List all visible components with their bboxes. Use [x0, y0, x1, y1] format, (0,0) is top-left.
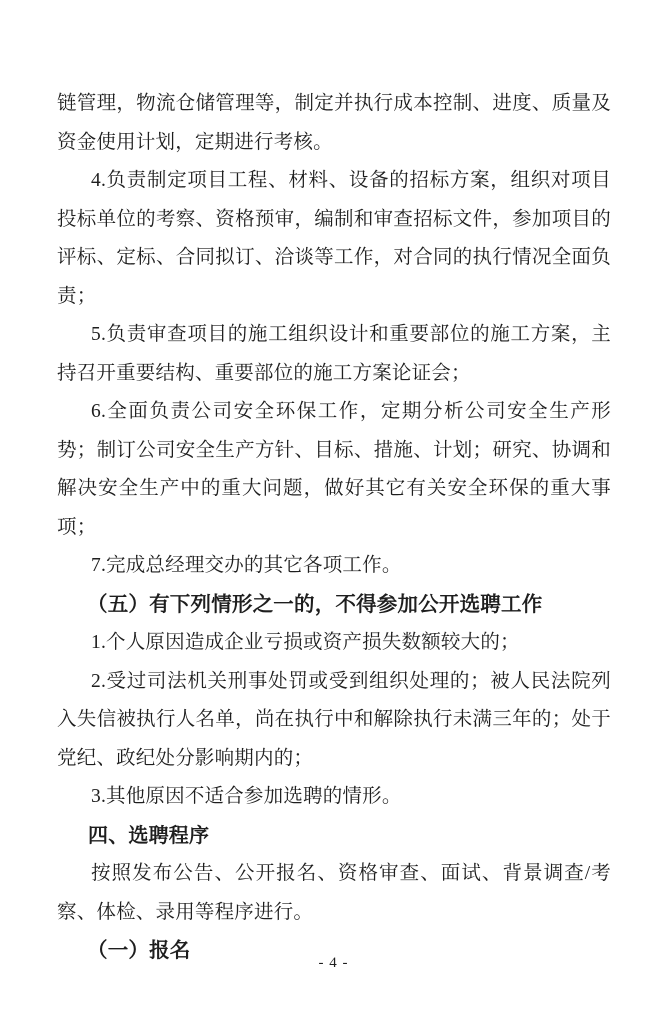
paragraph: 链管理，物流仓储管理等，制定并执行成本控制、进度、质量及资金使用计划，定期进行考核。: [57, 93, 611, 153]
paragraph: 4.负责制定项目工程、材料、设备的招标方案，组织对项目投标单位的考察、资格预审，编制和审查招标文件，参加项目的评标、定标、合同拟订、洽谈等工作，对合同的执行情况全面负责；: [57, 170, 611, 307]
paragraph: 2.受过司法机关刑事处罚或受到组织处理的；被人民法院列入失信被执行人名单，尚在执行中和解除执行未满三年的；处于党纪、政纪处分影响期内的；: [57, 670, 611, 769]
paragraph: 3.其他原因不适合参加选聘的情形。: [91, 786, 402, 807]
paragraph: 按照发布公告、公开报名、资格审查、面试、背景调查/考察、体检、录用等程序进行。: [57, 863, 611, 923]
paragraph: 6.全面负责公司安全环保工作，定期分析公司安全生产形势；制订公司安全生产方针、目标、措施、计划；研究、协调和解决安全生产中的重大问题，做好其它有关安全环保的重大事项；: [57, 401, 611, 538]
paragraph: 1.个人原因造成企业亏损或资产损失数额较大的；: [91, 632, 520, 653]
page-number: - 4 -: [318, 955, 349, 971]
paragraph: 7.完成总经理交办的其它各项工作。: [91, 555, 402, 576]
section-heading: （五）有下列情形之一的，不得参加公开选聘工作: [87, 593, 543, 616]
paragraph: 5.负责审查项目的施工组织设计和重要部位的施工方案，主持召开重要结构、重要部位的施工方案论证会；: [57, 324, 611, 384]
section-heading: 四、选聘程序: [88, 824, 210, 847]
section-heading: （一）报名: [87, 940, 191, 962]
document-body: [57, 85, 611, 971]
